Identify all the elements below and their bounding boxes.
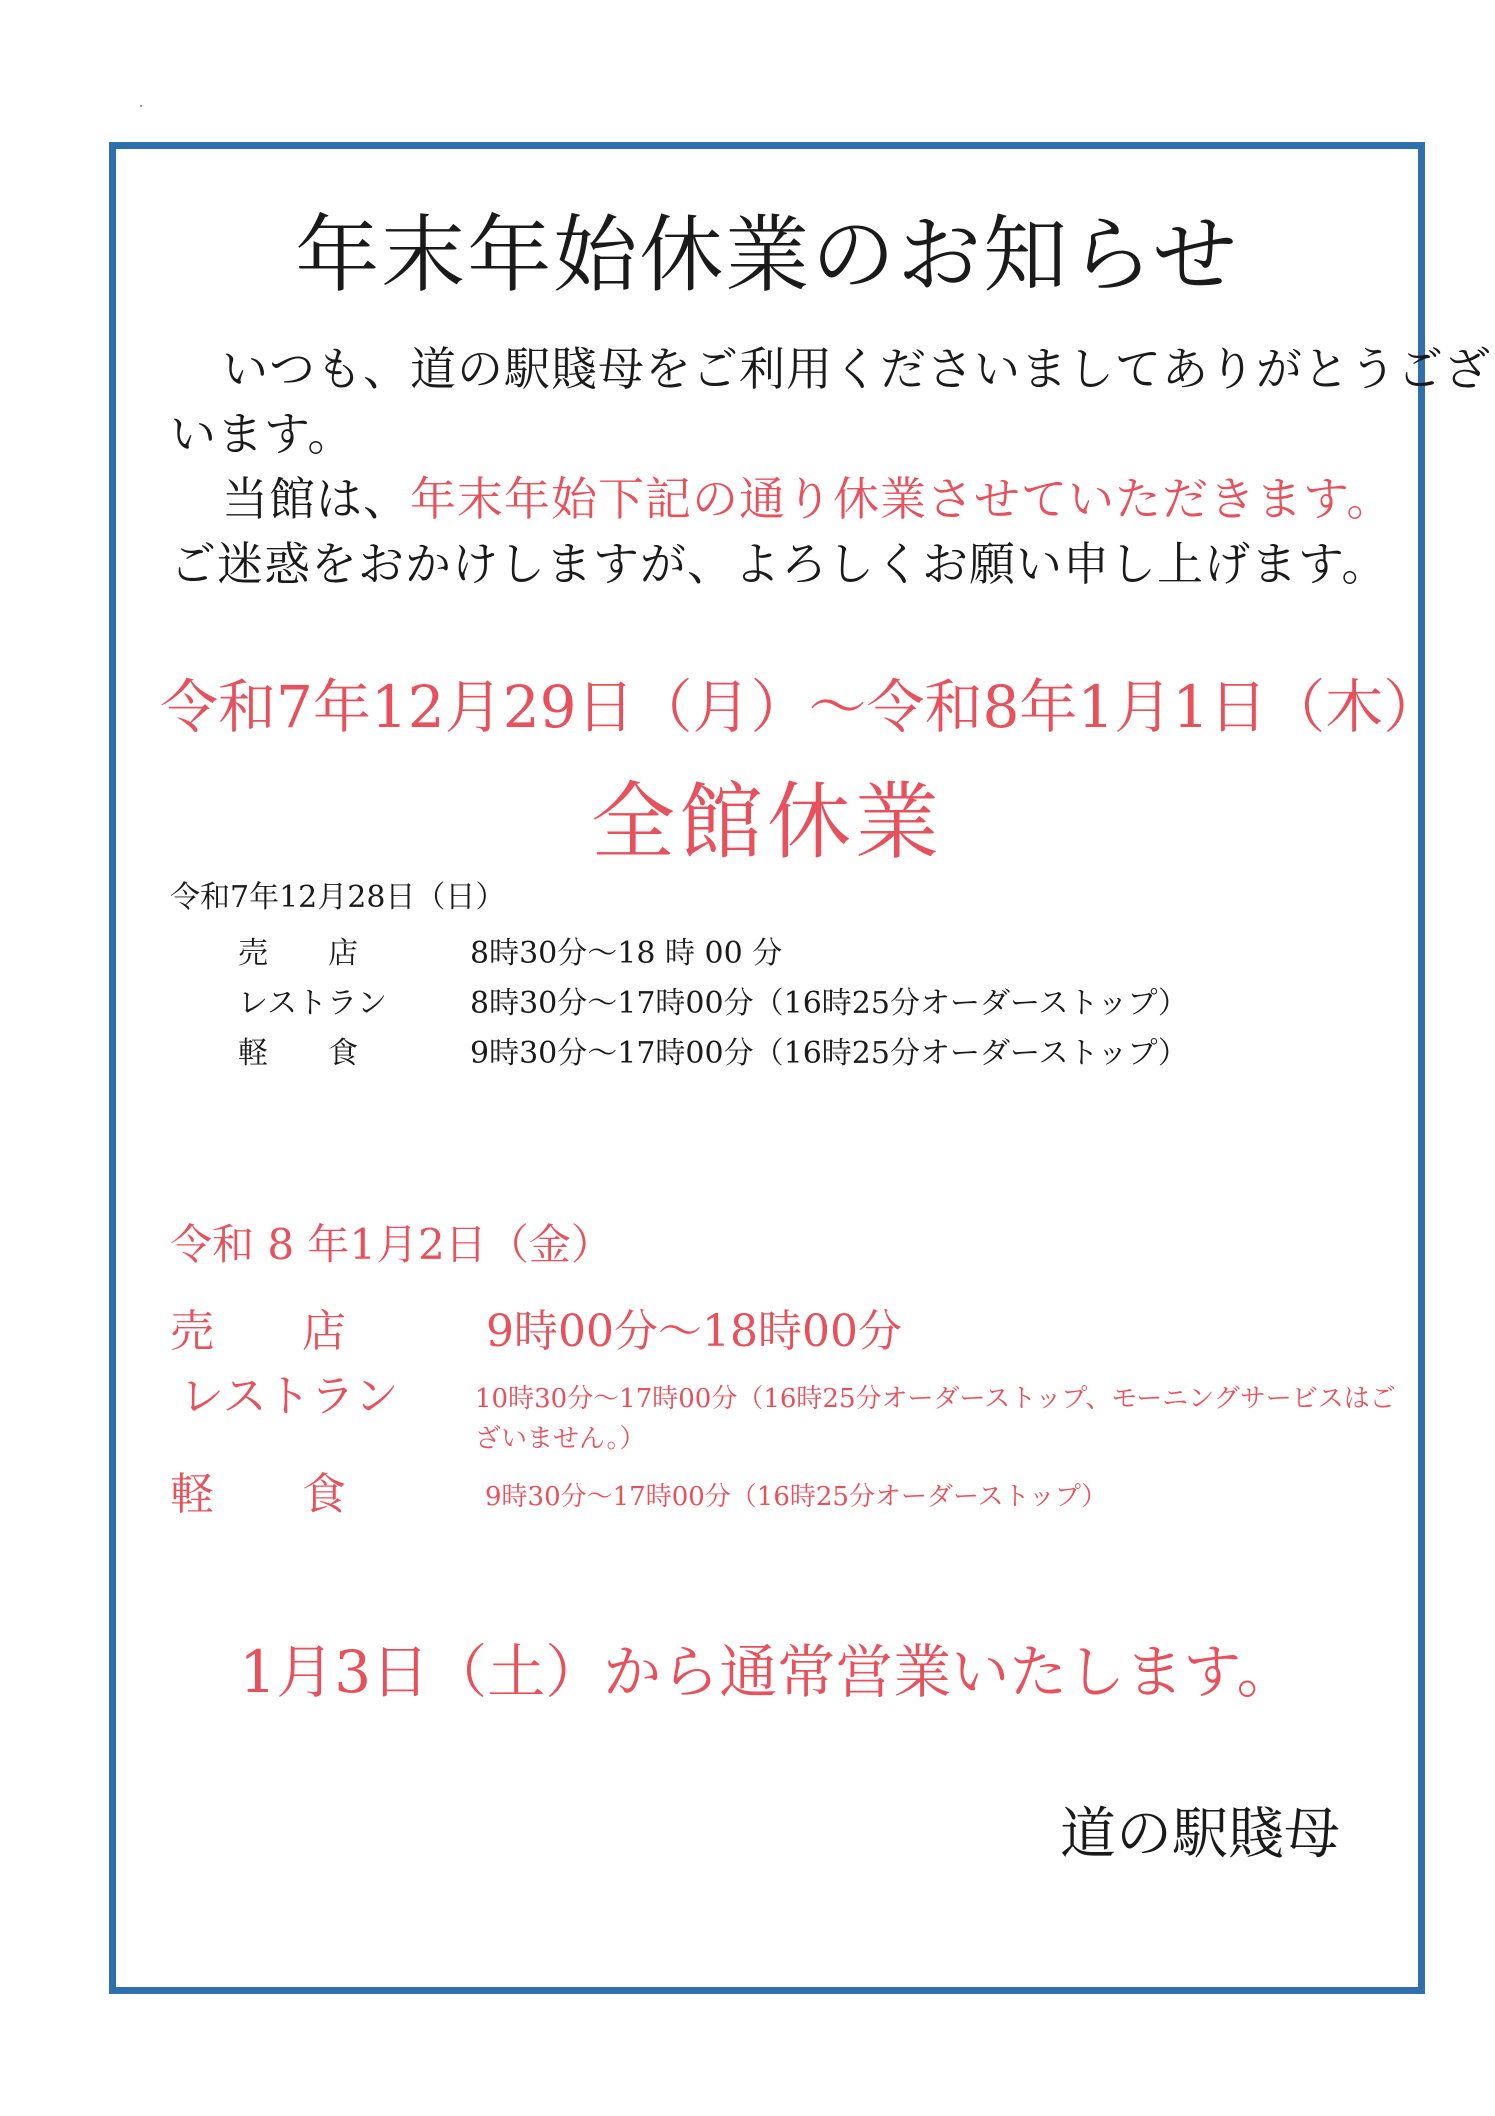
signature: 道の駅賤母 bbox=[1060, 1802, 1340, 1867]
day-before-restaurant-name: レストラン bbox=[238, 986, 388, 1021]
day-before-snack-name: 軽 食 bbox=[238, 1036, 358, 1071]
closure-period: 令和7年12月29日（月）～令和8年1月1日（木） bbox=[160, 673, 1442, 741]
greeting-line-1: いつも、道の駅賤母をご利用くださいましてありがとうござ bbox=[222, 342, 1491, 396]
notice-highlight: 年末年始下記の通り休業させていただきます。 bbox=[410, 472, 1394, 526]
reopen-restaurant-hours-1: 10時30分～17時00分（16時25分オーダーストップ、モーニングサービスはご bbox=[475, 1384, 1396, 1414]
reopen-day-date: 令和 8 年1月2日（金） bbox=[170, 1220, 613, 1269]
notice-line bbox=[222, 463, 1393, 529]
notice-prefix: 当館は、 bbox=[222, 472, 410, 526]
reopen-shop-name: 売 店 bbox=[170, 1306, 346, 1357]
apology-line: ご迷惑をおかけしますが、よろしくお願い申し上げます。 bbox=[170, 537, 1389, 591]
day-before-snack-hours: 9時30分～17時00分（16時25分オーダーストップ） bbox=[470, 1036, 1188, 1071]
notice-title: 年末年始休業のお知らせ bbox=[295, 206, 1239, 304]
resume-notice: 1月3日（土）から通常営業いたします。 bbox=[239, 1638, 1295, 1706]
day-before-shop-hours: 8時30分～18 時 00 分 bbox=[470, 936, 783, 971]
day-before-shop-name: 売 店 bbox=[238, 936, 358, 971]
reopen-shop-hours: 9時00分～18時00分 bbox=[486, 1306, 902, 1357]
reopen-restaurant-hours-2: ざいません。） bbox=[475, 1424, 646, 1454]
day-before-date: 令和7年12月28日（日） bbox=[170, 880, 506, 915]
greeting-line-2: います。 bbox=[170, 407, 355, 461]
day-before-restaurant-hours: 8時30分～17時00分（16時25分オーダーストップ） bbox=[470, 986, 1188, 1021]
reopen-snack-hours: 9時30分～17時00分（16時25分オーダーストップ） bbox=[485, 1482, 1108, 1512]
scan-speck bbox=[140, 105, 142, 107]
reopen-restaurant-name: レストラン bbox=[180, 1371, 399, 1422]
closure-label: 全館休業 bbox=[590, 773, 943, 871]
reopen-snack-name: 軽 食 bbox=[170, 1469, 346, 1520]
